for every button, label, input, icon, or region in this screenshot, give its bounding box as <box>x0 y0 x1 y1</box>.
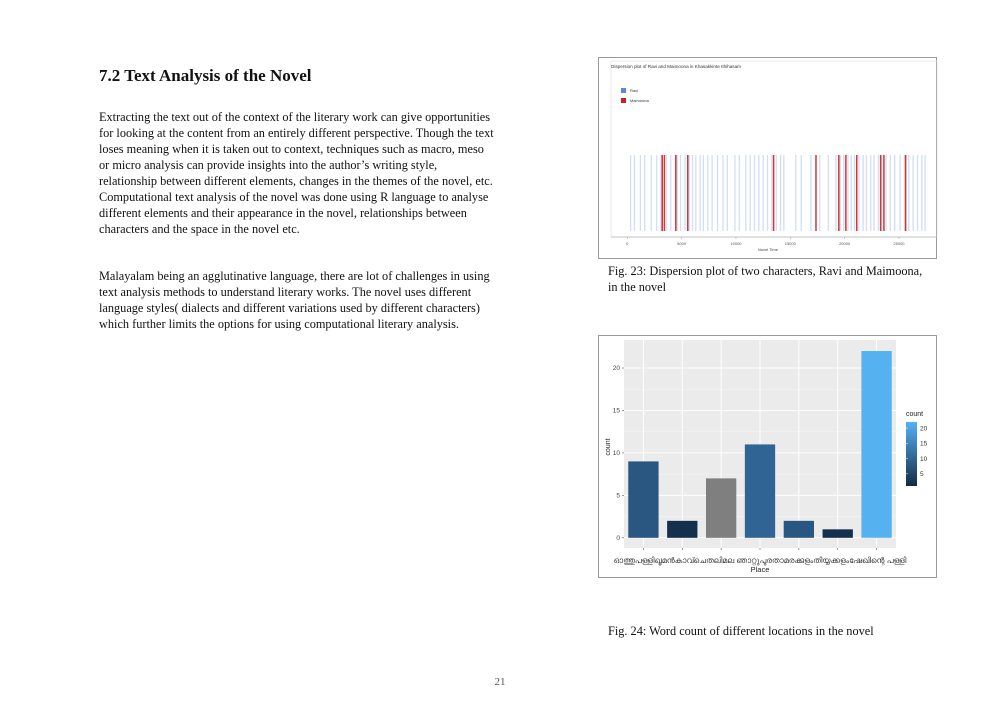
dispersion-mark-ravi-19 <box>717 155 718 231</box>
y-tick-label-2: 10 <box>612 450 620 458</box>
dispersion-mark-ravi-60 <box>921 155 922 231</box>
bar-4 <box>784 521 814 538</box>
figure-24-bar-chart <box>598 335 937 578</box>
dispersion-mark-maimoona-10 <box>883 155 885 231</box>
dispersion-mark-ravi-54 <box>894 155 895 231</box>
legend-tick-label-3: 20 <box>920 425 928 433</box>
chart-legend <box>621 88 649 103</box>
dispersion-mark-maimoona-5 <box>815 155 817 231</box>
legend-tick-label-0: 5 <box>920 471 924 479</box>
dispersion-mark-ravi-31 <box>776 155 777 231</box>
dispersion-mark-ravi-22 <box>734 155 735 231</box>
dispersion-mark-ravi-21 <box>727 155 728 231</box>
dispersion-mark-ravi-12 <box>689 155 690 231</box>
dispersion-mark-ravi-37 <box>819 155 820 231</box>
dispersion-mark-ravi-33 <box>783 155 784 231</box>
dispersion-mark-ravi-15 <box>700 155 701 231</box>
bar-2 <box>706 478 736 537</box>
dispersion-mark-ravi-14 <box>695 155 696 231</box>
dispersion-mark-ravi-23 <box>739 155 740 231</box>
dispersion-mark-ravi-9 <box>677 155 678 231</box>
y-tick-label-0: 0 <box>616 535 620 543</box>
dispersion-mark-maimoona-6 <box>838 155 840 231</box>
dispersion-mark-ravi-2 <box>640 155 641 231</box>
figure-24-caption: Fig. 24: Word count of different locations in the novel <box>608 624 874 638</box>
dispersion-mark-ravi-27 <box>758 155 759 231</box>
x-tick-label-1: 5000 <box>677 241 687 246</box>
bar-5 <box>823 529 853 537</box>
dispersion-mark-ravi-49 <box>873 155 874 231</box>
dispersion-mark-ravi-55 <box>899 155 900 231</box>
x-tick-label-0: 0 <box>626 241 629 246</box>
dispersion-mark-ravi-43 <box>851 155 852 231</box>
dispersion-mark-ravi-11 <box>684 155 685 231</box>
dispersion-mark-ravi-59 <box>917 155 918 231</box>
bar-1 <box>667 521 697 538</box>
legend-swatch-1 <box>621 98 626 103</box>
dispersion-mark-ravi-57 <box>908 155 909 231</box>
dispersion-mark-maimoona-11 <box>905 155 907 231</box>
dispersion-mark-ravi-44 <box>854 155 855 231</box>
dispersion-mark-ravi-5 <box>656 155 657 231</box>
dispersion-mark-maimoona-8 <box>856 155 858 231</box>
bar-3 <box>745 444 775 537</box>
dispersion-mark-ravi-48 <box>870 155 871 231</box>
dispersion-mark-ravi-45 <box>858 155 859 231</box>
dispersion-mark-maimoona-7 <box>845 155 847 231</box>
dispersion-mark-ravi-4 <box>651 155 652 231</box>
dispersion-mark-ravi-34 <box>795 155 796 231</box>
dispersion-mark-ravi-29 <box>767 155 768 231</box>
y-tick-label-1: 5 <box>616 492 620 500</box>
x-tick-label-3: 15000 <box>784 241 796 246</box>
y-tick-label-4: 20 <box>612 365 620 373</box>
legend-title: count <box>906 411 924 418</box>
dispersion-mark-ravi-32 <box>780 155 781 231</box>
x-axis-label: Novel Time <box>757 247 779 252</box>
bar-0 <box>628 461 658 537</box>
dispersion-plot-svg <box>599 58 938 260</box>
x-tick-label-5: 25000 <box>893 241 905 246</box>
dispersion-mark-ravi-18 <box>711 155 712 231</box>
bar-chart-svg <box>599 336 938 579</box>
legend-label-1: Maimoona <box>630 98 649 104</box>
page-number: 21 <box>494 676 506 688</box>
dispersion-mark-ravi-52 <box>885 155 886 231</box>
dispersion-mark-ravi-7 <box>666 155 667 231</box>
dispersion-mark-ravi-53 <box>890 155 891 231</box>
dispersion-mark-ravi-28 <box>763 155 764 231</box>
dispersion-mark-ravi-26 <box>754 155 755 231</box>
dispersion-mark-ravi-20 <box>722 155 723 231</box>
dispersion-mark-ravi-10 <box>680 155 681 231</box>
dispersion-mark-ravi-36 <box>810 155 811 231</box>
dispersion-mark-ravi-25 <box>749 155 750 231</box>
dispersion-mark-maimoona-3 <box>687 155 689 231</box>
dispersion-mark-maimoona-2 <box>675 155 677 231</box>
y-axis-label: count <box>605 438 612 456</box>
dispersion-mark-ravi-0 <box>630 155 631 231</box>
dispersion-mark-ravi-30 <box>771 155 772 231</box>
dispersion-mark-ravi-8 <box>670 155 671 231</box>
dispersion-mark-ravi-1 <box>634 155 635 231</box>
color-legend <box>906 411 928 486</box>
chart-title: Dispersion plot of Ravi and Maimoona in Khasakkinte Ithihasam <box>611 64 741 69</box>
dispersion-mark-ravi-41 <box>843 155 844 231</box>
dispersion-mark-ravi-3 <box>644 155 645 231</box>
dispersion-marks <box>630 155 926 231</box>
x-tick-label-2: 10000 <box>730 241 742 246</box>
legend-tick-label-1: 10 <box>920 455 928 463</box>
y-axis-ticks <box>613 365 624 542</box>
dispersion-mark-ravi-42 <box>847 155 848 231</box>
dispersion-mark-maimoona-1 <box>664 155 666 231</box>
dispersion-mark-ravi-38 <box>828 155 829 231</box>
x-axis-ticks <box>626 237 905 246</box>
x-axis-tick-labels: ഓത്തുപള്ളിഖൂമൻകാവ്ചെതലിമല ഞാറ്റുപുരതാമരക്കുളംതിയ്യക്കളംഷേഖിന്റെ പള്ളി <box>613 556 907 565</box>
dispersion-mark-ravi-35 <box>801 155 802 231</box>
dispersion-mark-ravi-47 <box>866 155 867 231</box>
x-axis-label: Place <box>750 565 770 574</box>
legend-tick-label-2: 15 <box>920 440 928 448</box>
dispersion-mark-ravi-17 <box>707 155 708 231</box>
section-title: 7.2 Text Analysis of the Novel <box>99 66 312 85</box>
dispersion-mark-ravi-13 <box>692 155 693 231</box>
dispersion-mark-maimoona-0 <box>661 155 663 231</box>
figure-23-dispersion-plot <box>598 57 937 259</box>
bar-6 <box>861 351 891 538</box>
x-axis-ticks <box>643 548 876 550</box>
body-paragraph-2: Malayalam being an agglutinative language, there are lot of challenges in using text analysis methods to understand literary works. The novel uses different language styles( dialects and different variations used by different characters) which further limits the options for using computational literary analysis. <box>99 269 490 331</box>
dispersion-mark-maimoona-4 <box>773 155 775 231</box>
body-paragraph-1: Extracting the text out of the context of the literary work can give opportunities for looking at the content from an entirely different perspective. Though the text loses meaning when it is taken out to context, techniques such as macro, meso or micro analysis can provide insights into the author’s writing style, relationship between different elements, changes in the themes of the novel, etc. Computational text analysis of the novel was done using R language to analyse different elements and their appearance in the novel, relationships between characters and the space in the novel etc. <box>99 110 494 236</box>
dispersion-mark-ravi-16 <box>703 155 704 231</box>
legend-swatch-0 <box>621 88 626 93</box>
x-tick-label-4: 20000 <box>839 241 851 246</box>
dispersion-mark-ravi-46 <box>863 155 864 231</box>
dispersion-mark-ravi-24 <box>745 155 746 231</box>
dispersion-mark-ravi-39 <box>835 155 836 231</box>
dispersion-mark-ravi-40 <box>840 155 841 231</box>
legend-label-0: Ravi <box>630 88 639 94</box>
dispersion-mark-maimoona-9 <box>880 155 882 231</box>
y-tick-label-3: 15 <box>612 407 620 415</box>
dispersion-mark-ravi-50 <box>878 155 879 231</box>
figure-23-caption: Fig. 23: Dispersion plot of two characters, Ravi and Maimoona, in the novel <box>608 264 923 294</box>
legend-colorbar <box>906 422 917 486</box>
dispersion-mark-ravi-61 <box>924 155 925 231</box>
dispersion-mark-ravi-58 <box>912 155 913 231</box>
